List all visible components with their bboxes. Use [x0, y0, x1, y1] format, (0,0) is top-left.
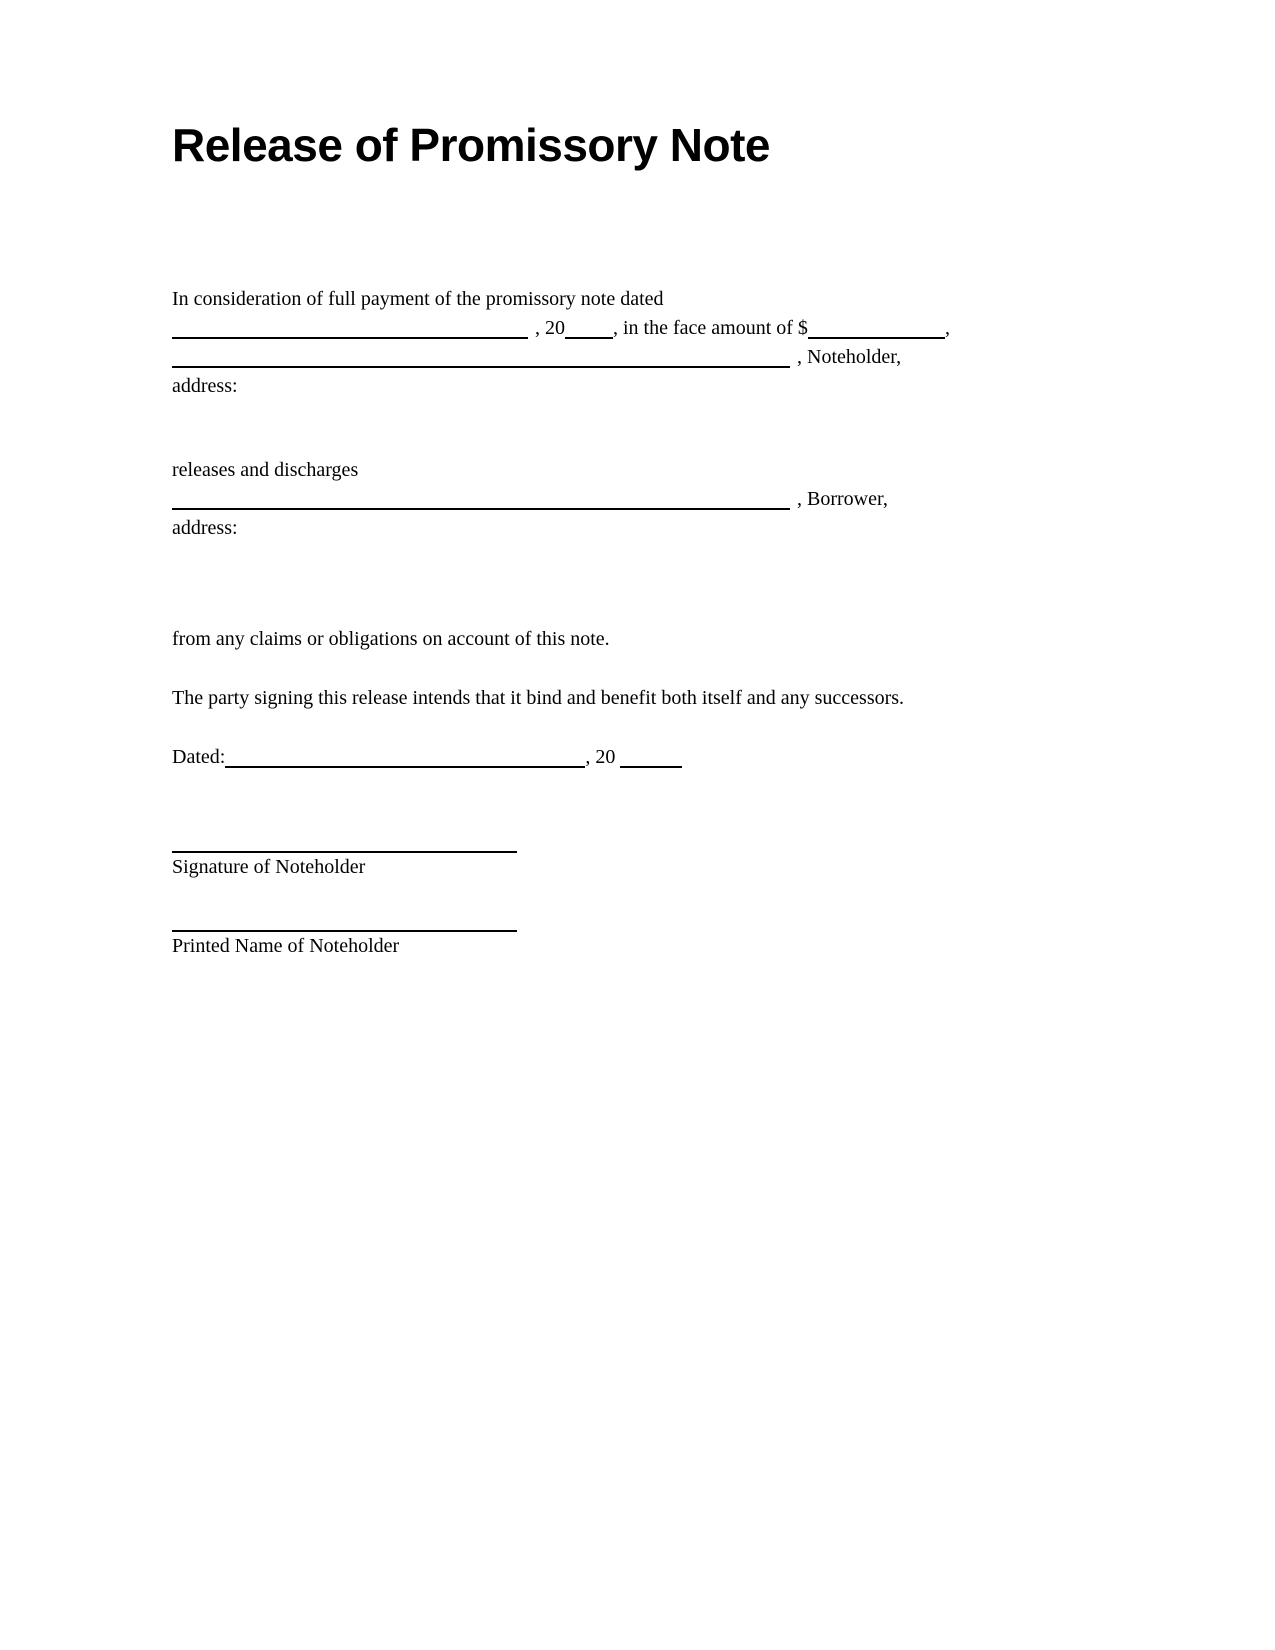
binding-paragraph — [172, 684, 1165, 713]
dated-year-prefix: , 20 — [585, 746, 616, 769]
dated-label: Dated: — [172, 746, 226, 769]
borrower-address-label: address: — [172, 517, 238, 540]
borrower-suffix-text: , Borrower, — [797, 488, 888, 511]
dated-year-blank[interactable] — [620, 746, 682, 768]
amount-blank[interactable] — [808, 317, 945, 339]
signature-label: Signature of Noteholder — [172, 856, 366, 879]
consideration-line1: In consideration of full payment of the promissory note dated — [172, 288, 664, 311]
claims-text: from any claims or obligations on account of this note. — [172, 628, 610, 651]
dated-line — [172, 743, 1165, 772]
note-year-blank[interactable] — [565, 317, 613, 339]
note-date-blank[interactable] — [172, 317, 528, 339]
release-paragraph — [172, 456, 1165, 543]
page-title: Release of Promissory Note — [172, 119, 771, 171]
borrower-name-blank[interactable] — [172, 488, 790, 510]
printed-name-label: Printed Name of Noteholder — [172, 935, 400, 958]
printed-name-block — [172, 930, 1165, 961]
releases-intro-text: releases and discharges — [172, 459, 359, 482]
noteholder-address-label: address: — [172, 375, 238, 398]
face-amount-text: , in the face amount of $ — [613, 317, 808, 340]
dated-date-blank[interactable] — [225, 746, 585, 768]
signature-block — [172, 851, 1165, 882]
noteholder-name-blank[interactable] — [172, 346, 790, 368]
comma-20-text: , 20 — [535, 317, 565, 340]
consideration-paragraph — [172, 285, 1165, 401]
document-body — [172, 285, 1165, 961]
amount-trailing-comma: , — [944, 317, 950, 340]
claims-paragraph — [172, 625, 1165, 654]
noteholder-suffix-text: , Noteholder, — [797, 346, 902, 369]
binding-text: The party signing this release intends that it bind and benefit both itself and any successors. — [172, 687, 905, 710]
